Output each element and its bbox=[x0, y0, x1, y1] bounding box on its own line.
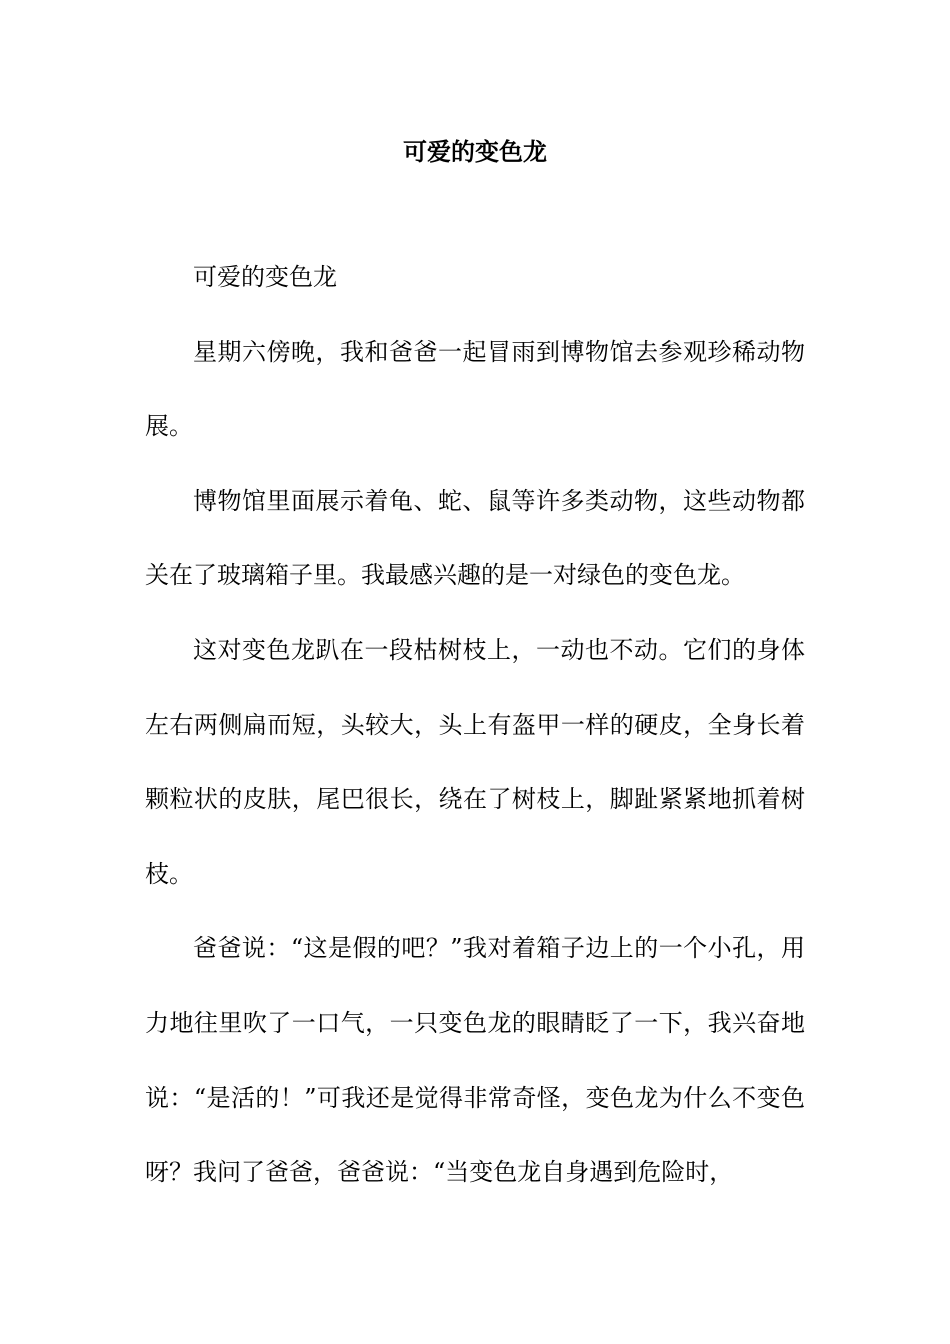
document-title: 可爱的变色龙 bbox=[403, 137, 547, 166]
paragraph-subtitle: 可爱的变色龙 bbox=[193, 263, 337, 291]
paragraph-chameleon-description: 这对变色龙趴在一段枯树枝上，一动也不动。它们的身体左右两侧扁而短，头较大，头上有盔甲一样的硬皮，全身长着颗粒状的皮肤，尾巴很长，绕在了树枝上，脚趾紧紧地抓着树枝。 bbox=[145, 635, 805, 888]
paragraph-exhibits: 博物馆里面展示着龟、蛇、鼠等许多类动物，这些动物都关在了玻璃箱子里。我最感兴趣的是一对绿色的变色龙。 bbox=[145, 486, 805, 590]
document-body bbox=[145, 240, 805, 1210]
paragraph-museum-visit: 星期六傍晚，我和爸爸一起冒雨到博物馆去参观珍稀动物展。 bbox=[145, 337, 805, 441]
paragraph-dialogue: 爸爸说：“这是假的吧？”我对着箱子边上的一个小孔，用力地往里吹了一口气，一只变色龙的眼睛眨了一下，我兴奋地说：“是活的！”可我还是觉得非常奇怪，变色龙为什么不变色呀？我问了爸爸，爸爸说：“当变色龙自身遇到危险时， bbox=[145, 934, 805, 1187]
